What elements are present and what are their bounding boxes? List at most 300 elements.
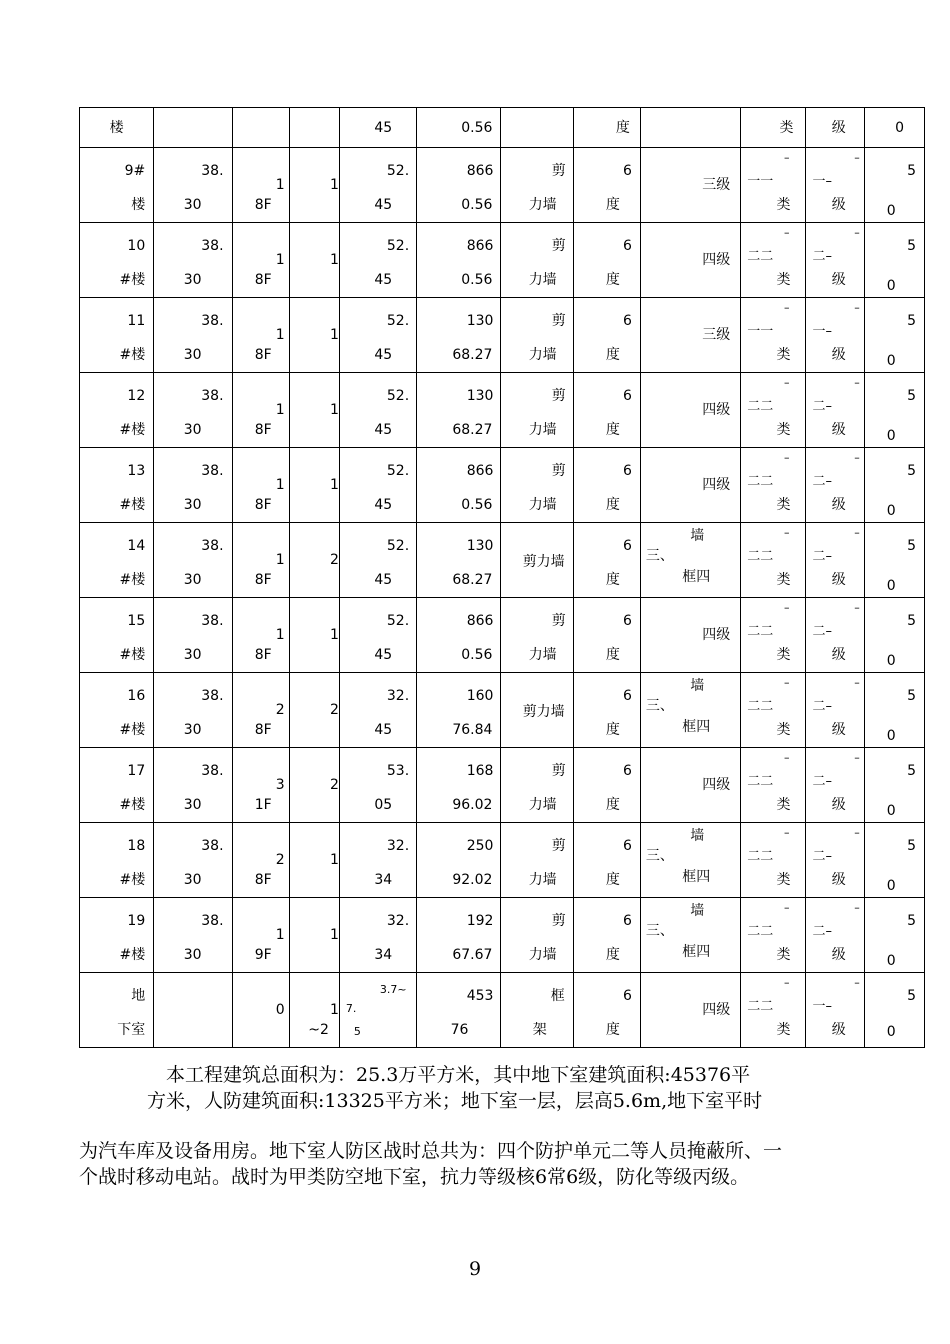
table-cell — [289, 298, 339, 373]
cell-text: 130 — [466, 388, 494, 404]
cell-text: 类 — [776, 797, 791, 813]
cell-text: 类 — [776, 572, 791, 588]
cell-text: 框四 — [682, 944, 711, 960]
cell-text: 0 — [275, 1002, 285, 1018]
paragraph-line-1: 本工程建筑总面积为：25.3万平方米，其中地下室建筑面积:45376平 — [166, 1064, 751, 1086]
cell-text: 剪 — [551, 913, 566, 929]
table-cell — [289, 523, 339, 598]
cell-text: 192 — [466, 913, 494, 929]
cell-text: 8F — [254, 272, 272, 288]
table-cell — [640, 148, 740, 223]
cell-text: 四级 — [702, 1002, 731, 1018]
table-cell — [573, 373, 640, 448]
cell-text: 5 — [353, 1025, 361, 1038]
cell-text: – — [783, 301, 790, 314]
table-cell — [339, 148, 416, 223]
cell-text: 32. — [386, 688, 410, 704]
table-cell — [154, 223, 232, 298]
cell-text: 框 — [550, 988, 565, 1004]
cell-text: 5 — [907, 913, 916, 929]
cell-text: 力墙 — [528, 647, 557, 663]
cell-text: #楼 — [119, 872, 146, 888]
cell-text: 12 — [127, 388, 146, 404]
cell-text: – — [854, 901, 860, 914]
cell-text: 5 — [907, 313, 916, 329]
cell-text: 级 — [831, 1022, 846, 1038]
cell-text: 0 — [886, 953, 896, 969]
cell-text: 30 — [183, 422, 202, 438]
table-cell — [339, 373, 416, 448]
cell-text: – — [783, 226, 790, 239]
cell-text: 剪 — [551, 463, 566, 479]
table-cell — [501, 298, 573, 373]
cell-text: – — [854, 676, 860, 689]
cell-text: 度 — [605, 947, 620, 963]
cell-text: 二二 — [747, 999, 774, 1014]
cell-text: 剪 — [551, 763, 566, 779]
cell-text: 30 — [183, 572, 202, 588]
cell-text: 度 — [605, 647, 620, 663]
table-cell — [864, 973, 924, 1048]
cell-text: 墙 — [690, 678, 705, 694]
table-row — [80, 373, 925, 448]
cell-text: #楼 — [119, 797, 146, 813]
cell-text: 1 — [329, 852, 339, 868]
cell-text: 1 — [275, 252, 285, 268]
cell-text: – — [783, 826, 790, 839]
table-cell — [741, 673, 806, 748]
cell-text: 二二 — [747, 849, 774, 864]
table-cell — [640, 298, 740, 373]
table-cell — [806, 673, 864, 748]
cell-text: – — [783, 376, 790, 389]
cell-text: 53. — [386, 763, 410, 779]
table-cell — [417, 298, 501, 373]
cell-text: 6 — [623, 163, 632, 179]
cell-text: 05 — [374, 797, 393, 813]
table-cell — [289, 448, 339, 523]
table-cell — [741, 223, 806, 298]
table-cell — [154, 148, 232, 223]
table-cell — [864, 523, 924, 598]
table-row — [80, 108, 925, 148]
cell-text: 力墙 — [528, 272, 557, 288]
cell-text: 四级 — [702, 402, 731, 418]
cell-text: 二二 — [747, 474, 774, 489]
cell-text: 160 — [466, 688, 494, 704]
table-cell — [864, 448, 924, 523]
table-cell — [232, 108, 289, 148]
cell-text: 168 — [466, 763, 494, 779]
cell-text: 2 — [329, 552, 339, 568]
cell-text: 0.56 — [461, 120, 493, 136]
table-cell — [339, 598, 416, 673]
table-row — [80, 523, 925, 598]
cell-text: 32. — [386, 913, 410, 929]
cell-text: 0 — [886, 1024, 896, 1040]
cell-text: – — [854, 301, 860, 314]
cell-text: 三、 — [645, 848, 674, 864]
table-cell — [80, 223, 154, 298]
table-cell — [573, 298, 640, 373]
cell-text: – — [854, 376, 860, 389]
cell-text: 2 — [275, 852, 285, 868]
table-cell — [501, 823, 573, 898]
cell-text: 5 — [907, 463, 916, 479]
cell-text: 三级 — [702, 177, 731, 193]
cell-text: 38. — [201, 388, 224, 404]
cell-text: 6 — [623, 613, 632, 629]
cell-text: 52. — [386, 463, 410, 479]
table-cell — [339, 898, 416, 973]
cell-text: 0 — [886, 503, 896, 519]
table-cell — [417, 823, 501, 898]
cell-text: 类 — [779, 120, 794, 136]
table-cell — [80, 823, 154, 898]
table-cell — [864, 298, 924, 373]
cell-text: 1 — [275, 402, 285, 418]
cell-text: 5 — [907, 388, 916, 404]
cell-text: 剪力墙 — [522, 554, 565, 570]
cell-text: 墙 — [690, 903, 705, 919]
table-cell — [339, 673, 416, 748]
cell-text: 76 — [450, 1022, 469, 1038]
cell-text: 6 — [623, 388, 632, 404]
cell-text: 866 — [466, 463, 494, 479]
cell-text: 52. — [386, 388, 410, 404]
table-cell — [501, 148, 573, 223]
cell-text: – — [854, 226, 860, 239]
cell-text: #楼 — [119, 647, 146, 663]
cell-text: 墙 — [690, 828, 705, 844]
table-cell — [289, 823, 339, 898]
cell-text: 250 — [466, 838, 494, 854]
table-cell — [573, 598, 640, 673]
cell-text: 类 — [776, 197, 791, 213]
table-cell — [806, 748, 864, 823]
cell-text: 0 — [886, 878, 896, 894]
cell-text: 类 — [776, 722, 791, 738]
cell-text: 框四 — [682, 719, 711, 735]
cell-text: 13 — [127, 463, 146, 479]
table-row — [80, 898, 925, 973]
table-cell — [501, 448, 573, 523]
cell-text: 30 — [183, 272, 202, 288]
cell-text: 52. — [386, 238, 410, 254]
table-cell — [417, 598, 501, 673]
table-cell — [80, 298, 154, 373]
cell-text: 1 — [329, 177, 339, 193]
cell-text: 二– — [812, 849, 832, 864]
table-cell — [741, 448, 806, 523]
table-cell — [232, 823, 289, 898]
cell-text: 楼 — [109, 120, 124, 136]
cell-text: 力墙 — [528, 872, 557, 888]
cell-text: 3.7~ — [379, 983, 407, 996]
table-cell — [640, 823, 740, 898]
cell-text: 力墙 — [528, 197, 557, 213]
table-cell — [573, 748, 640, 823]
cell-text: 38. — [201, 688, 224, 704]
building-spec-table — [79, 107, 925, 1048]
table-cell — [741, 148, 806, 223]
cell-text: 二二 — [747, 699, 774, 714]
cell-text: 0.56 — [461, 272, 493, 288]
cell-text: 一– — [812, 999, 832, 1014]
table-cell — [232, 748, 289, 823]
cell-text: 0 — [895, 120, 904, 136]
table-cell — [501, 373, 573, 448]
cell-text: 0 — [886, 728, 896, 744]
table-cell — [417, 148, 501, 223]
cell-text: 2 — [329, 777, 339, 793]
table-cell — [417, 223, 501, 298]
cell-text: 楼 — [131, 197, 146, 213]
table-cell — [640, 373, 740, 448]
cell-text: – — [854, 976, 860, 989]
cell-text: 0 — [886, 203, 896, 219]
cell-text: 一– — [812, 324, 832, 339]
table-cell — [640, 673, 740, 748]
cell-text: 0 — [886, 428, 896, 444]
cell-text: 52. — [386, 538, 410, 554]
table-cell — [339, 298, 416, 373]
table-cell — [806, 973, 864, 1048]
table-cell — [339, 523, 416, 598]
cell-text: 度 — [615, 120, 630, 136]
cell-text: 6 — [623, 838, 632, 854]
table-cell — [640, 973, 740, 1048]
cell-text: 8F — [254, 422, 272, 438]
cell-text: 866 — [466, 163, 494, 179]
cell-text: 866 — [466, 613, 494, 629]
cell-text: 类 — [776, 647, 791, 663]
table-cell — [573, 448, 640, 523]
table-cell — [640, 598, 740, 673]
cell-text: 级 — [831, 722, 846, 738]
cell-text: 度 — [605, 1022, 620, 1038]
table-cell — [232, 448, 289, 523]
cell-text: 16 — [127, 688, 146, 704]
table-cell — [864, 673, 924, 748]
cell-text: 6 — [623, 238, 632, 254]
cell-text: #楼 — [119, 272, 146, 288]
table-cell — [640, 898, 740, 973]
cell-text: #楼 — [119, 497, 146, 513]
cell-text: 45 — [374, 120, 393, 136]
cell-text: 5 — [907, 688, 916, 704]
table-cell — [417, 973, 501, 1048]
table-cell — [864, 748, 924, 823]
table-cell — [289, 223, 339, 298]
table-cell — [573, 673, 640, 748]
cell-text: 二– — [812, 924, 832, 939]
table-cell — [864, 108, 924, 148]
cell-text: 二– — [812, 249, 832, 264]
cell-text: 0 — [886, 353, 896, 369]
table-cell — [154, 373, 232, 448]
cell-text: 二二 — [747, 549, 774, 564]
table-cell — [806, 523, 864, 598]
table-cell — [741, 298, 806, 373]
cell-text: 级 — [831, 497, 846, 513]
cell-text: 19 — [127, 913, 146, 929]
cell-text: 38. — [201, 313, 224, 329]
cell-text: 剪 — [551, 238, 566, 254]
cell-text: 1 — [329, 927, 339, 943]
cell-text: 30 — [183, 872, 202, 888]
cell-text: 二– — [812, 399, 832, 414]
table-cell — [806, 898, 864, 973]
table-cell — [80, 898, 154, 973]
cell-text: – — [783, 451, 790, 464]
table-cell — [80, 598, 154, 673]
table-cell — [417, 523, 501, 598]
table-row — [80, 598, 925, 673]
cell-text: 45 — [374, 722, 393, 738]
cell-text: 1 — [329, 327, 339, 343]
cell-text: 38. — [201, 163, 224, 179]
table-cell — [232, 973, 289, 1048]
cell-text: 二二 — [747, 249, 774, 264]
table-cell — [289, 108, 339, 148]
cell-text: 45 — [374, 572, 393, 588]
cell-text: 0.56 — [461, 197, 493, 213]
cell-text: 度 — [605, 197, 620, 213]
cell-text: 9F — [254, 947, 272, 963]
table-cell — [741, 898, 806, 973]
table-cell — [573, 523, 640, 598]
cell-text: 18 — [127, 838, 146, 854]
cell-text: ~2 — [308, 1022, 329, 1038]
cell-text: 剪 — [551, 838, 566, 854]
table-cell — [741, 108, 806, 148]
table-cell — [741, 823, 806, 898]
cell-text: 1 — [329, 252, 339, 268]
cell-text: 1 — [275, 627, 285, 643]
cell-text: 38. — [201, 763, 224, 779]
cell-text: 68.27 — [452, 422, 493, 438]
table-cell — [573, 148, 640, 223]
cell-text: 框四 — [682, 869, 711, 885]
table-cell — [864, 223, 924, 298]
cell-text: 类 — [776, 872, 791, 888]
cell-text: 下室 — [117, 1022, 146, 1038]
cell-text: 力墙 — [528, 347, 557, 363]
cell-text: 级 — [831, 272, 846, 288]
cell-text: 二– — [812, 699, 832, 714]
cell-text: #楼 — [119, 347, 146, 363]
table-cell — [289, 748, 339, 823]
cell-text: 剪 — [551, 163, 566, 179]
table-cell — [154, 598, 232, 673]
table-cell — [154, 673, 232, 748]
table-cell — [640, 748, 740, 823]
table-cell — [154, 973, 232, 1048]
table-cell — [417, 748, 501, 823]
cell-text: 45 — [374, 347, 393, 363]
cell-text: 1 — [329, 627, 339, 643]
cell-text: 类 — [776, 1022, 791, 1038]
table-cell — [232, 898, 289, 973]
cell-text: 5 — [907, 838, 916, 854]
cell-text: 1 — [275, 477, 285, 493]
cell-text: 剪 — [551, 388, 566, 404]
cell-text: 30 — [183, 347, 202, 363]
cell-text: 1 — [329, 402, 339, 418]
table-cell — [741, 973, 806, 1048]
cell-text: 52. — [386, 313, 410, 329]
table-cell — [640, 223, 740, 298]
cell-text: 四级 — [702, 627, 731, 643]
cell-text: 38. — [201, 463, 224, 479]
cell-text: 8F — [254, 347, 272, 363]
table-cell — [154, 298, 232, 373]
table-cell — [339, 973, 416, 1048]
cell-text: 866 — [466, 238, 494, 254]
cell-text: 5 — [907, 613, 916, 629]
cell-text: 38. — [201, 913, 224, 929]
table-row — [80, 148, 925, 223]
cell-text: 1 — [329, 1002, 339, 1018]
cell-text: 度 — [605, 872, 620, 888]
table-cell — [741, 598, 806, 673]
table-cell — [806, 598, 864, 673]
cell-text: #楼 — [119, 422, 146, 438]
cell-text: 0.56 — [461, 497, 493, 513]
cell-text: 30 — [183, 197, 202, 213]
table-cell — [640, 108, 740, 148]
table-cell — [154, 108, 232, 148]
cell-text: – — [783, 751, 790, 764]
cell-text: 10 — [127, 238, 146, 254]
cell-text: 30 — [183, 647, 202, 663]
paragraph-line-3: 为汽车库及设备用房。地下室人防区战时总共为：四个防护单元二等人员掩蔽所、一 — [79, 1140, 783, 1162]
table-cell — [232, 373, 289, 448]
cell-text: 6 — [623, 988, 632, 1004]
table-row — [80, 823, 925, 898]
cell-text: 45 — [374, 197, 393, 213]
cell-text: 四级 — [702, 477, 731, 493]
cell-text: 6 — [623, 688, 632, 704]
cell-text: 0 — [886, 803, 896, 819]
cell-text: #楼 — [119, 572, 146, 588]
cell-text: 38. — [201, 238, 224, 254]
paragraph-line-2: 方米，人防建筑面积:13325平方米；地下室一层，层高5.6m,地下室平时 — [147, 1090, 763, 1112]
cell-text: 1F — [254, 797, 272, 813]
table-cell — [501, 748, 573, 823]
table-cell — [417, 108, 501, 148]
cell-text: 1 — [275, 327, 285, 343]
cell-text: 11 — [127, 313, 146, 329]
table-cell — [501, 223, 573, 298]
table-cell — [640, 523, 740, 598]
table-cell — [80, 448, 154, 523]
cell-text: 6 — [623, 463, 632, 479]
table-cell — [501, 898, 573, 973]
table-cell — [501, 108, 573, 148]
cell-text: – — [783, 151, 790, 164]
cell-text: – — [854, 826, 860, 839]
table-cell — [80, 373, 154, 448]
cell-text: 5 — [907, 538, 916, 554]
cell-text: 8F — [254, 572, 272, 588]
cell-text: 度 — [605, 722, 620, 738]
cell-text: 67.67 — [452, 947, 493, 963]
table-cell — [232, 598, 289, 673]
cell-text: 级 — [831, 797, 846, 813]
cell-text: – — [854, 751, 860, 764]
